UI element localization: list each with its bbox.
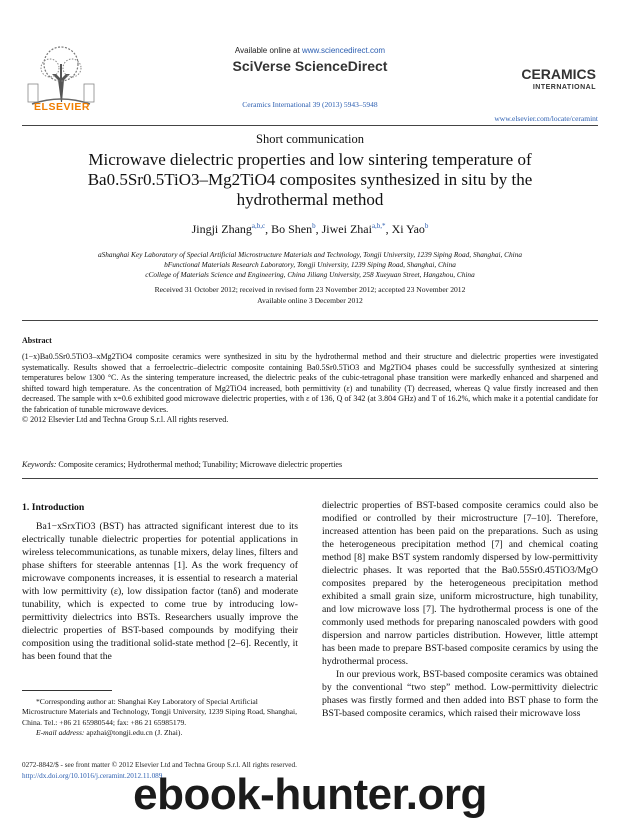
affiliation: bFunctional Materials Research Laboratory, Tongji University, 1239 Siping Road, Shanghai, China (164, 260, 456, 269)
article-title (40, 150, 580, 210)
footnote-rule (22, 690, 112, 691)
header-rule (22, 125, 598, 126)
keywords (22, 460, 598, 469)
intro-paragraph: Ba1−xSrxTiO3 (BST) has attracted significant interest due to its electrically tunable dielectric properties for potential applications in wireless telecommunications, as tunable mixers, delay lines, filters and phase shifters for steerable antennas [1]. As the work frequency of microwave components increases, it is essential to research a material with low permittivity (ε), low dissipation factor (tanδ) and moderate tunability, which is expected to come true by introducing low-permittivity dielectrics into BSTs. Researchers usually improve the dielectric properties of BST-based compounds by modifying their composition using the traditional solid-state method [2–6]. Recently, it has been found that the (22, 521, 298, 662)
abstract-copyright: © 2012 Elsevier Ltd and Techna Group S.r.l. All rights reserved. (22, 415, 229, 424)
author-name[interactable]: Xi Yao (391, 222, 425, 236)
doi-link[interactable]: http://dx.doi.org/10.1016/j.ceramint.2012.11.089 (22, 771, 163, 780)
article-dates (0, 285, 620, 306)
email-address[interactable]: apzhai@tongji.edu.cn (J. Zhai). (86, 727, 183, 737)
affiliation: aShanghai Key Laboratory of Special Artificial Microstructure Materials and Technology, Tongji University, 1239 Siping Road, Shanghai, China (97, 250, 523, 259)
author-sup[interactable]: b (312, 222, 316, 230)
journal-logo-line1: CERAMICS (521, 66, 596, 82)
issn-line: 0272-8842/$ - see front matter © 2012 Elsevier Ltd and Techna Group S.r.l. All rights reserved. (22, 761, 297, 769)
keywords-label: Keywords: (22, 460, 57, 469)
title-line1: Microwave dielectric properties and low sintering temperature of (88, 150, 532, 169)
journal-url-link[interactable]: www.elsevier.com/locate/ceramint (494, 114, 598, 123)
affiliation: cCollege of Materials Science and Engineering, China Jiliang University, 258 Xueyuan Street, Hangzhou, China (145, 270, 475, 279)
abstract-body (22, 352, 598, 426)
abstract-bottom-rule (22, 478, 598, 479)
keywords-list: Composite ceramics; Hydrothermal method; Tunability; Microwave dielectric properties (58, 460, 343, 469)
intro-paragraph: In our previous work, BST-based composite ceramics was obtained by the conventional “two step” method. Low-permittivity dielectric phases was firstly formed and then added into BST phase to form the BST-based composite ceramics, which raised their microwave loss (322, 669, 598, 719)
watermark: ebook-hunter.org (133, 770, 487, 819)
platform-name: SciVerse ScienceDirect (232, 58, 388, 74)
sciencedirect-link[interactable]: www.sciencedirect.com (301, 46, 386, 55)
author-name[interactable]: Jingji Zhang (191, 222, 252, 236)
abstract-top-rule (22, 320, 598, 321)
author-list: Jingji Zhang$^{a,b,c}$, Bo Shen$^b$, Jiwei Zhai$^{a,b,*}$, Xi Yao$^b$ (191, 222, 429, 236)
journal-logo (521, 68, 596, 94)
corresponding-author: *Corresponding author at: Shanghai Key Laboratory of Special Artificial Microstructure Materials and Technology, Tongji University, 1239 Siping Road, Shanghai, China. Tel.: +86 21 65980544; fax: +86 21 65985179. (22, 697, 298, 727)
section-heading: 1. Introduction (22, 502, 85, 513)
journal-logo-line2: INTERNATIONAL (532, 84, 596, 91)
author-name[interactable]: Jiwei Zhai (321, 222, 372, 236)
email-label: E-mail address: (36, 727, 85, 737)
author-name[interactable]: Bo Shen (271, 222, 313, 236)
journal-reference-link[interactable]: Ceramics International 39 (2013) 5943–5948 (242, 100, 378, 109)
left-column (22, 520, 298, 663)
available-prefix: Available online at (234, 46, 302, 55)
dates-available: Available online 3 December 2012 (257, 295, 363, 305)
title-line3: hydrothermal method (236, 190, 384, 209)
dates-received: Received 31 October 2012; received in revised form 23 November 2012; accepted 23 November 2012 (154, 285, 466, 294)
abstract-text: (1−x)Ba0.5Sr0.5TiO3–xMg2TiO4 composite ceramics were synthesized in situ by the hydrothermal method and their structure and dielectric properties were investigated systematically. Results showed that a ferroelectric–dielectric composite containing Ba0.5Sr0.5TiO3 and Mg2TiO4 phases could be successfully synthesized at sintering temperatures below 1300 °C. As the sintering temperature increased, the dielectric peaks of the cubic-tetragonal phase transition were markedly enhanced and sharpened and shifted toward high temperature. As the concentration of Mg2TiO4 increased, both permittivity (ε) and tunability (T) decreased, whereas Q value firstly increased and then decreased. The sample with x=0.6 exhibited good microwave dielectric properties, with ε of 136, Q of 342 (at 3.804 GHz) and T of 16.2%, which make it a potential candidate for the fabrication of tunable microwave devices. (22, 352, 598, 414)
title-line2: Ba0.5Sr0.5TiO3–Mg2TiO4 composites synthesized in situ by the (87, 170, 533, 189)
author-sup[interactable]: a,b,c (251, 222, 266, 230)
footnote (22, 697, 298, 738)
abstract-heading: Abstract (22, 336, 52, 345)
right-column (322, 499, 598, 720)
author-sup[interactable]: a,b,* (371, 222, 386, 230)
available-online (0, 46, 620, 55)
section-type: Short communication (256, 132, 364, 146)
author-sup[interactable]: b (424, 222, 429, 230)
publisher-name: ELSEVIER (34, 101, 90, 113)
intro-paragraph: dielectric properties of BST-based composite ceramics could also be modified or controlled by their microstructure [7–10]. Therefore, increased attention has been paid on the preparations. Such as using the heterogeneous precipitation method [7] and chemical coating method [8] make BST system randomly dispersed by low-permittivity dielectric phases. It was reported that the Ba0.55Sr0.45TiO3/MgO composites prepared by the heterogeneous precipitation method exhibited a small grain size, uniform microstructure, high tunability, and low microwave loss [7]. The hydrothermal process is one of the commonly used methods for preparing nanoscaled powders with good dispersion and narrow particles distribution. However, little attempt has been made to prepare BST-based composite ceramics by using the hydrothermal process. (322, 500, 598, 667)
